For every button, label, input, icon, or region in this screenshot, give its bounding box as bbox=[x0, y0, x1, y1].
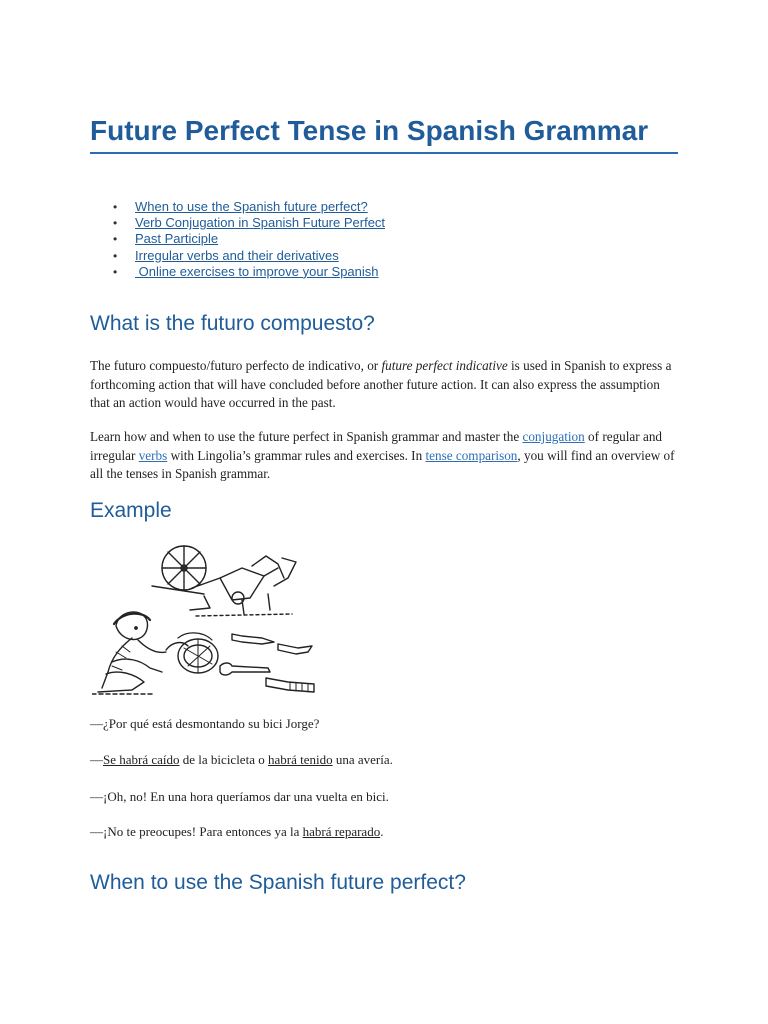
learn-paragraph bbox=[90, 428, 680, 484]
dialog-text: una avería. bbox=[332, 752, 393, 767]
toc-link-online-exercises[interactable]: Online exercises to improve your Spanish bbox=[135, 263, 379, 279]
highlighted-verb: habrá tenido bbox=[267, 752, 333, 767]
verbs-link[interactable]: verbs bbox=[138, 447, 168, 463]
dialog-line bbox=[90, 752, 393, 768]
page-title: Future Perfect Tense in Spanish Grammar bbox=[90, 112, 678, 154]
conjugation-link[interactable]: conjugation bbox=[522, 429, 585, 444]
toc-link-when-to-use[interactable]: When to use the Spanish future perfect? bbox=[135, 199, 368, 214]
dialog-text: — bbox=[90, 752, 103, 767]
paragraph-text: , you will find an overview of all the tenses in Spanish grammar. bbox=[90, 447, 675, 482]
bicycle-repair-illustration bbox=[92, 538, 318, 698]
bullet-icon: • bbox=[113, 264, 118, 279]
section-heading-example: Example bbox=[90, 499, 172, 522]
paragraph-text: with Lingolia’s grammar rules and exercises. In bbox=[167, 447, 426, 463]
toc-item bbox=[90, 199, 385, 215]
paragraph-text: is used in Spanish to express a forthcoming action that will have concluded before another future action. It can also express the assumption that an action would have occurred in the past. bbox=[90, 358, 672, 411]
toc-link-verb-conjugation[interactable]: Verb Conjugation in Spanish Future Perfect bbox=[135, 215, 386, 231]
tense-comparison-link[interactable]: tense comparison bbox=[425, 447, 518, 463]
toc-item bbox=[90, 231, 385, 247]
toc-item bbox=[90, 264, 385, 280]
bullet-icon: • bbox=[113, 248, 118, 263]
bullet-icon: • bbox=[113, 200, 118, 214]
bullet-icon: • bbox=[113, 232, 118, 247]
toc-link-irregular-verbs[interactable]: Irregular verbs and their derivatives bbox=[135, 247, 339, 263]
dialog-text: —¡No te preocupes! Para entonces ya la bbox=[90, 824, 303, 839]
toc-item bbox=[90, 215, 385, 231]
intro-paragraph bbox=[90, 357, 680, 413]
table-of-contents bbox=[90, 199, 385, 280]
paragraph-text: Learn how and when to use the future perfect in Spanish grammar and master the bbox=[90, 429, 523, 444]
bullet-icon: • bbox=[113, 216, 118, 231]
dialog-text: de la bicicleta o bbox=[179, 752, 268, 767]
section-heading-when-to-use: When to use the Spanish future perfect? bbox=[90, 871, 466, 894]
paragraph-text: The futuro compuesto/futuro perfecto de indicativo, or bbox=[90, 358, 382, 373]
dialog-text: . bbox=[380, 824, 384, 839]
dialog-line: —¿Por qué está desmontando su bici Jorge? bbox=[90, 716, 320, 731]
highlighted-verb: Se habrá caído bbox=[103, 752, 180, 767]
emphasis-text: future perfect indicative bbox=[381, 358, 508, 373]
dialog-line bbox=[90, 824, 383, 840]
highlighted-verb: habrá reparado bbox=[302, 824, 381, 839]
toc-item bbox=[90, 248, 385, 264]
paragraph-text: of regular and irregular bbox=[90, 429, 663, 463]
section-heading-what-is: What is the futuro compuesto? bbox=[90, 312, 375, 335]
dialog-line: —¡Oh, no! En una hora queríamos dar una vuelta en bici. bbox=[90, 789, 389, 804]
toc-link-past-participle[interactable]: Past Participle bbox=[135, 231, 219, 247]
